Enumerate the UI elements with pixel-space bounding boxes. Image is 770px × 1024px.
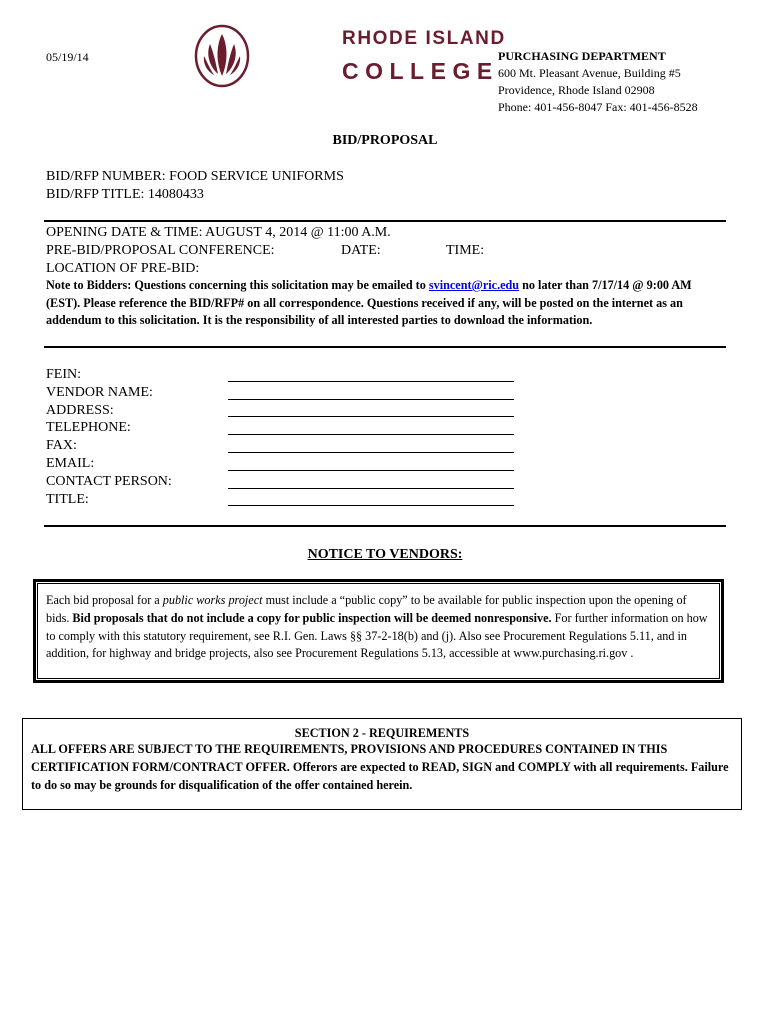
prebid-location-label: LOCATION OF PRE-BID: xyxy=(46,261,200,276)
logo-college: COLLEGE xyxy=(342,58,499,84)
section2-box xyxy=(22,718,742,810)
address-line-2: Providence, Rhode Island 02908 xyxy=(498,83,655,97)
field-label-address: ADDRESS: xyxy=(46,402,114,418)
logo-rhode-island: RHODE ISLAND xyxy=(342,28,506,49)
notice-text xyxy=(37,583,720,679)
department-address xyxy=(498,48,698,116)
conference-time-label: TIME: xyxy=(446,243,485,258)
divider-top xyxy=(44,220,726,222)
divider-middle xyxy=(44,346,726,348)
page-title: BID/PROPOSAL xyxy=(332,133,438,148)
field-label-telephone: TELEPHONE: xyxy=(46,420,131,436)
divider-bottom xyxy=(44,525,726,527)
department-name: PURCHASING DEPARTMENT xyxy=(498,49,666,63)
notice-text-1: Each bid proposal for a xyxy=(46,593,163,607)
address-input-line[interactable] xyxy=(228,416,514,417)
prebid-conference-label: PRE-BID/PROPOSAL CONFERENCE: xyxy=(46,243,275,258)
contact-person-input-line[interactable] xyxy=(228,488,514,489)
email-input-line[interactable] xyxy=(228,470,514,471)
address-line-1: 600 Mt. Pleasant Avenue, Building #5 xyxy=(498,66,681,80)
field-label-title: TITLE: xyxy=(46,491,89,507)
field-label-fax: FAX: xyxy=(46,438,77,454)
contact-email-link[interactable]: svincent@ric.edu xyxy=(428,278,520,292)
phone-fax: Phone: 401-456-8047 Fax: 401-456-8528 xyxy=(498,100,698,114)
notice-italic: public works project xyxy=(162,593,263,607)
college-emblem-icon xyxy=(194,24,250,88)
field-label-vendor-name: VENDOR NAME: xyxy=(46,384,153,400)
title-input-line[interactable] xyxy=(228,505,514,506)
bid-number: BID/RFP NUMBER: FOOD SERVICE UNIFORMS xyxy=(46,169,344,184)
notice-box xyxy=(33,579,724,683)
field-label-email: EMAIL: xyxy=(46,455,95,471)
bid-title: BID/RFP TITLE: 14080433 xyxy=(46,187,204,202)
conference-date-label: DATE: xyxy=(341,243,381,258)
note-to-bidders xyxy=(46,277,726,330)
opening-info xyxy=(46,224,736,278)
note-text-2: no later than 7/17/14 @ 9:00 AM (EST). Please reference the BID/RFP# on all correspondence. Questions received if any, will be posted on the internet as an addendum to this solicitation. It is the responsibility of all interested parties to download the information. xyxy=(46,278,692,327)
opening-datetime: OPENING DATE & TIME: AUGUST 4, 2014 @ 11:00 A.M. xyxy=(46,225,391,240)
fax-input-line[interactable] xyxy=(228,452,514,453)
note-text-1: Note to Bidders: Questions concerning this solicitation may be emailed to xyxy=(46,278,429,292)
vendor-name-input-line[interactable] xyxy=(228,399,514,400)
section2-heading: SECTION 2 - REQUIREMENTS xyxy=(294,726,470,740)
telephone-input-line[interactable] xyxy=(228,434,514,435)
document-date: 05/19/14 xyxy=(46,50,89,64)
bid-info xyxy=(46,168,344,204)
notice-text-3: For further information on how to comply with this statutory requirement, see R.I. Gen. Laws §§ 37-2-18(b) and (j). Also see Procurement Regulations 5.11, and in addition, for highway and bridge projects, also see Procurement Regulations 5.13, accessible at www.purchasing.ri.gov . xyxy=(46,610,708,661)
field-label-fein: FEIN: xyxy=(46,367,81,382)
vendor-fields-labels xyxy=(46,366,172,508)
field-label-contact-person: CONTACT PERSON: xyxy=(46,473,172,489)
notice-bold: Bid proposals that do not include a copy for public inspection will be deemed nonresponsive. xyxy=(72,610,552,625)
section2-body: ALL OFFERS ARE SUBJECT TO THE REQUIREMENTS, PROVISIONS AND PROCEDURES CONTAINED IN THIS CERTIFICATION FORM/CONTRACT OFFER. Offerors are expected to READ, SIGN and COMPLY with all requirements. Failure to do so may be grounds for disqualification of the offer contained herein. xyxy=(31,742,729,792)
fein-input-line[interactable] xyxy=(228,381,514,382)
notice-text-2: must include a “public copy” to be available for public inspection upon the opening of bids. xyxy=(46,593,687,625)
notice-heading: NOTICE TO VENDORS: xyxy=(307,547,463,562)
